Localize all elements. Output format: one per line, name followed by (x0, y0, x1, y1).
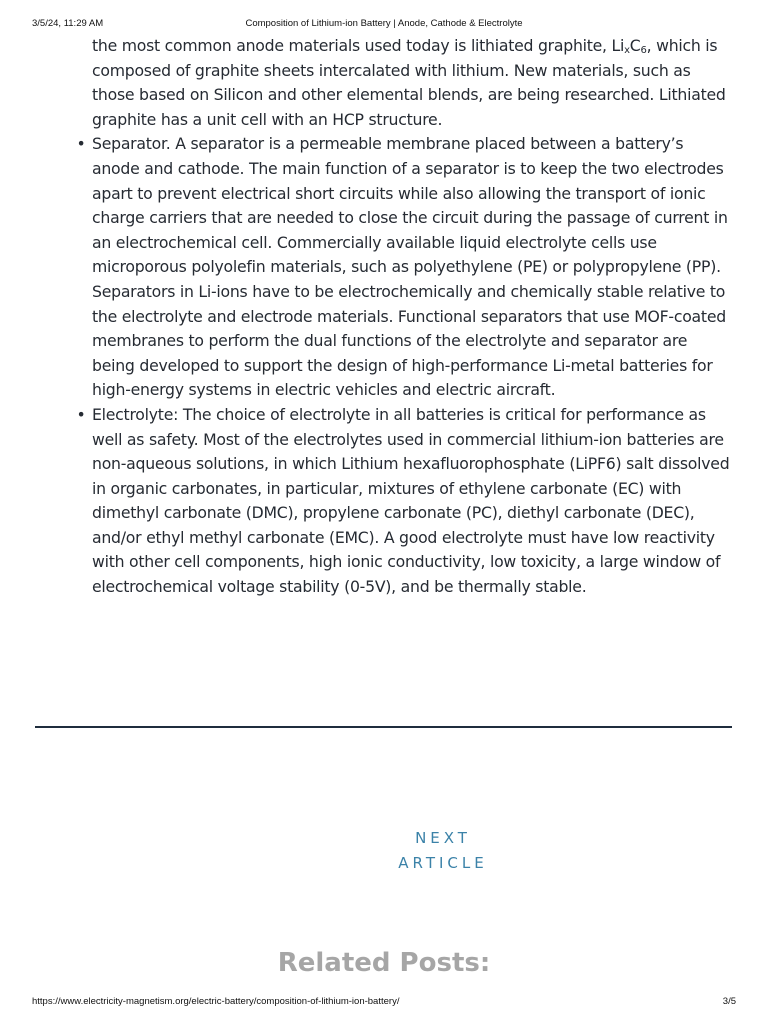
list-item-electrolyte (74, 403, 734, 600)
print-footer (32, 996, 736, 1010)
print-url: https://www.electricity-magnetism.org/electric-battery/composition-of-lithium-ion-battery/ (32, 996, 400, 1007)
list-item-separator (74, 132, 734, 403)
article-label: ARTICLE (398, 854, 488, 872)
anode-paragraph-continuation (74, 34, 734, 132)
next-article-link[interactable] (384, 826, 502, 876)
anode-text-before-formula: the most common anode materials used today is lithiated graphite, Li (92, 36, 625, 55)
formula-subscript-6: 6 (640, 45, 647, 56)
section-divider (35, 726, 732, 728)
print-datetime: 3/5/24, 11:29 AM (32, 18, 104, 29)
formula-subscript-x: x (624, 45, 630, 56)
separator-text: Separator. A separator is a permeable membrane placed between a battery’s anode and cathode. The main function of a separator is to keep the two electrodes apart to prevent electrical short circuits while also allowing the transport of ionic charge carriers that are needed to close the circuit during the passage of current in an electrochemical cell. Commercially available liquid electrolyte cells use microporous polyolefin materials, such as polyethylene (PE) or polypropylene (PP). Separators in Li-ions have to be electrochemically and chemically stable relative to the electrolyte and electrode materials. Functional separators that use MOF-coated membranes to perform the dual functions of the electrolyte and separator are being developed to support the design of high-performance Li-metal batteries for high-energy systems in electric vehicles and electric aircraft. (92, 134, 728, 400)
related-posts-heading: Related Posts: (277, 948, 491, 978)
formula-carbon: C (629, 36, 641, 55)
next-label: NEXT (415, 829, 471, 847)
article-body (74, 34, 734, 600)
electrolyte-text: Electrolyte: The choice of electrolyte in all batteries is critical for performance as well as safety. Most of the electrolytes used in commercial lithium-ion batteries are non-aqueous solutions, in which Lithium hexafluorophosphate (LiPF6) salt dissolved in organic carbonates, in particular, mixtures of ethylene carbonate (EC) with dimethyl carbonate (DMC), propylene carbonate (PC), diethyl carbonate (DEC), and/or ethyl methyl carbonate (EMC). A good electrolyte must have low reactivity with other cell components, high ionic conductivity, low toxicity, a large window of electrochemical voltage stability (0-5V), and be thermally stable. (92, 404, 730, 597)
print-page-title: Composition of Lithium-ion Battery | Anode, Cathode & Electrolyte (245, 18, 523, 29)
bullet-icon: • (76, 134, 86, 154)
bullet-icon: • (76, 404, 86, 424)
page-number: 3/5 (722, 996, 736, 1007)
component-list (74, 132, 734, 599)
print-header (32, 18, 736, 32)
anode-text-after-formula: , which is composed of graphite sheets intercalated with lithium. New materials, such as those based on Silicon and other elemental blends, are being researched. Lithiated graphite has a unit cell with an HCP structure. (92, 36, 726, 129)
